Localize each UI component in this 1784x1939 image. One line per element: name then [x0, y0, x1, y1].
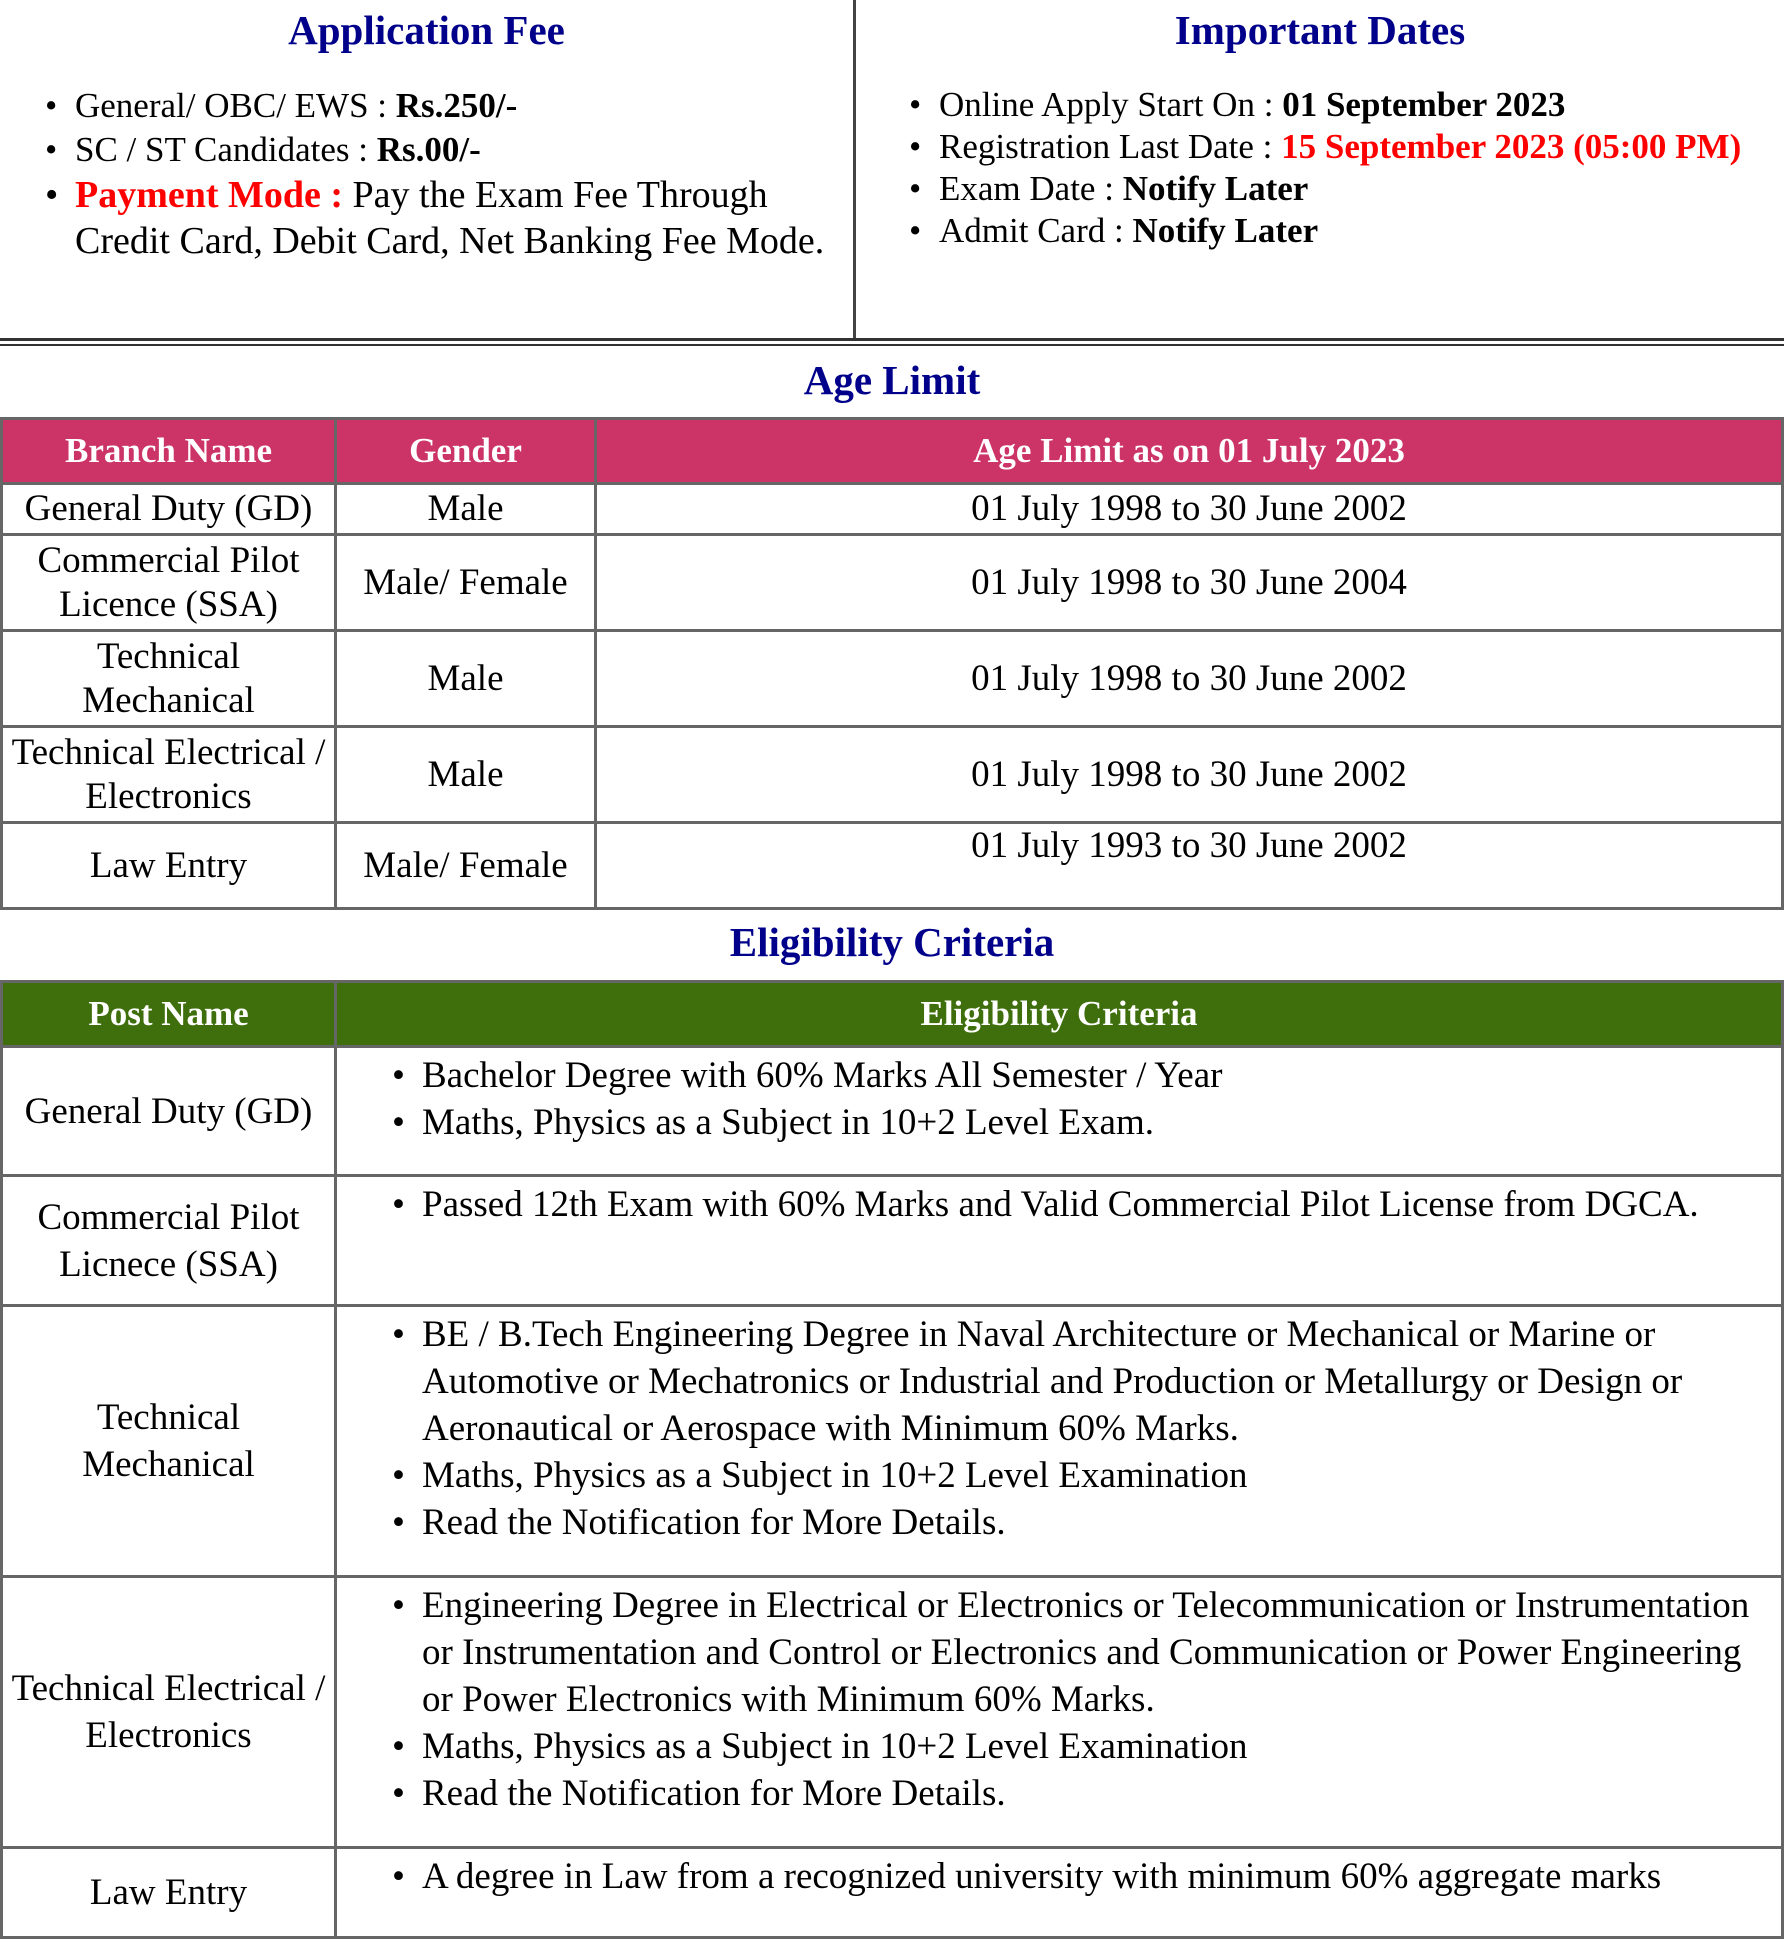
list-item: • Maths, Physics as a Subject in 10+2 Level Examination [392, 1723, 1775, 1770]
date-item-value: 01 September 2023 [1282, 85, 1566, 124]
list-item: • BE / B.Tech Engineering Degree in Naval Architecture or Mechanical or Marine or Automotive or Mechatronics or Industrial and Production or Metallurgy or Design or Aeronautical or Aerospace with Minimum 60% Marks. [392, 1311, 1775, 1452]
application-fee-list [45, 84, 835, 264]
post-cell: Commercial Pilot Licnece (SSA) [2, 1176, 336, 1306]
list-item: • Maths, Physics as a Subject in 10+2 Level Examination [392, 1452, 1775, 1499]
important-dates-panel [856, 0, 1784, 340]
criteria-cell [336, 1848, 1783, 1938]
date-item-value: Notify Later [1132, 211, 1319, 250]
date-item [909, 210, 1779, 252]
divider [0, 344, 1784, 346]
table-row [2, 1047, 1783, 1176]
table-header-row [2, 982, 1783, 1047]
date-item-label: Admit Card : [939, 211, 1133, 250]
date-item [909, 126, 1779, 168]
column-header: Eligibility Criteria [336, 982, 1783, 1047]
age-limit-table [0, 417, 1784, 910]
branch-cell: Law Entry [2, 823, 336, 909]
age-cell: 01 July 1998 to 30 June 2002 [596, 484, 1783, 535]
list-item: • Engineering Degree in Electrical or Electronics or Telecommunication or Instrumentation or Instrumentation and Control or Electronics and Communication or Power Engineering or Power Electronics with Minimum 60% Marks. [392, 1582, 1775, 1723]
divider [0, 338, 1784, 341]
important-dates-title: Important Dates [1174, 7, 1466, 53]
post-cell: Law Entry [2, 1848, 336, 1938]
table-row [2, 1577, 1783, 1848]
date-item-label: Online Apply Start On : [939, 85, 1283, 124]
gender-cell: Male [336, 484, 596, 535]
table-header-row [2, 419, 1783, 484]
column-header: Gender [336, 419, 596, 484]
table-row [2, 1176, 1783, 1306]
age-cell: 01 July 1998 to 30 June 2002 [596, 631, 1783, 727]
table-row [2, 1848, 1783, 1938]
branch-cell: Technical Mechanical [2, 631, 336, 727]
eligibility-title: Eligibility Criteria [729, 919, 1055, 965]
fee-item-value: Rs.250/- [395, 86, 518, 125]
gender-cell: Male/ Female [336, 535, 596, 631]
list-item: • Bachelor Degree with 60% Marks All Semester / Year [392, 1052, 1775, 1099]
column-header: Age Limit as on 01 July 2023 [596, 419, 1783, 484]
column-header: Branch Name [2, 419, 336, 484]
date-item [909, 168, 1779, 210]
list-item: • Maths, Physics as a Subject in 10+2 Level Exam. [392, 1099, 1775, 1146]
table-row [2, 727, 1783, 823]
date-item-label: Exam Date : [939, 169, 1123, 208]
list-item: • A degree in Law from a recognized university with minimum 60% aggregate marks [392, 1853, 1775, 1900]
gender-cell: Male [336, 727, 596, 823]
table-row [2, 823, 1783, 909]
application-fee-panel [0, 0, 856, 340]
age-limit-title: Age Limit [803, 357, 981, 403]
application-fee-title: Application Fee [288, 7, 565, 53]
fee-item [45, 128, 835, 172]
table-row [2, 1306, 1783, 1577]
fee-item-label: SC / ST Candidates : [75, 130, 377, 169]
branch-cell: General Duty (GD) [2, 484, 336, 535]
criteria-list [392, 1311, 1775, 1546]
criteria-cell [336, 1176, 1783, 1306]
date-item [909, 84, 1779, 126]
list-item: • Read the Notification for More Details. [392, 1770, 1775, 1817]
criteria-list [392, 1052, 1775, 1146]
fee-item-value: Rs.00/- [376, 130, 481, 169]
payment-mode-item [45, 172, 835, 264]
criteria-cell [336, 1047, 1783, 1176]
criteria-list [392, 1582, 1775, 1817]
list-item: • Passed 12th Exam with 60% Marks and Valid Commercial Pilot License from DGCA. [392, 1181, 1775, 1228]
criteria-list [392, 1181, 1775, 1228]
fee-item [45, 84, 835, 128]
post-cell: Technical Electrical / Electronics [2, 1577, 336, 1848]
fee-item-label: General/ OBC/ EWS : [75, 86, 396, 125]
date-item-label: Registration Last Date : [939, 127, 1282, 166]
criteria-cell [336, 1577, 1783, 1848]
eligibility-table [0, 980, 1784, 1939]
age-cell: 01 July 1998 to 30 June 2002 [596, 727, 1783, 823]
gender-cell: Male/ Female [336, 823, 596, 909]
age-cell: 01 July 1993 to 30 June 2002 [596, 823, 1783, 909]
table-row [2, 484, 1783, 535]
table-row [2, 535, 1783, 631]
date-item-value: Notify Later [1122, 169, 1309, 208]
gender-cell: Male [336, 631, 596, 727]
post-cell: General Duty (GD) [2, 1047, 336, 1176]
age-cell: 01 July 1998 to 30 June 2004 [596, 535, 1783, 631]
column-header: Post Name [2, 982, 336, 1047]
branch-cell: Technical Electrical / Electronics [2, 727, 336, 823]
post-cell: Technical Mechanical [2, 1306, 336, 1577]
branch-cell: Commercial Pilot Licence (SSA) [2, 535, 336, 631]
date-item-value: 15 September 2023 (05:00 PM) [1281, 127, 1742, 166]
top-info-block [0, 0, 1784, 340]
payment-mode-text: Pay the Exam Fee Through Credit Card, Debit Card, Net Banking Fee Mode. [75, 174, 825, 262]
criteria-list [392, 1853, 1775, 1900]
important-dates-list [909, 84, 1779, 252]
criteria-cell [336, 1306, 1783, 1577]
table-row [2, 631, 1783, 727]
list-item: • Read the Notification for More Details. [392, 1499, 1775, 1546]
payment-mode-label: Payment Mode : [75, 174, 353, 216]
